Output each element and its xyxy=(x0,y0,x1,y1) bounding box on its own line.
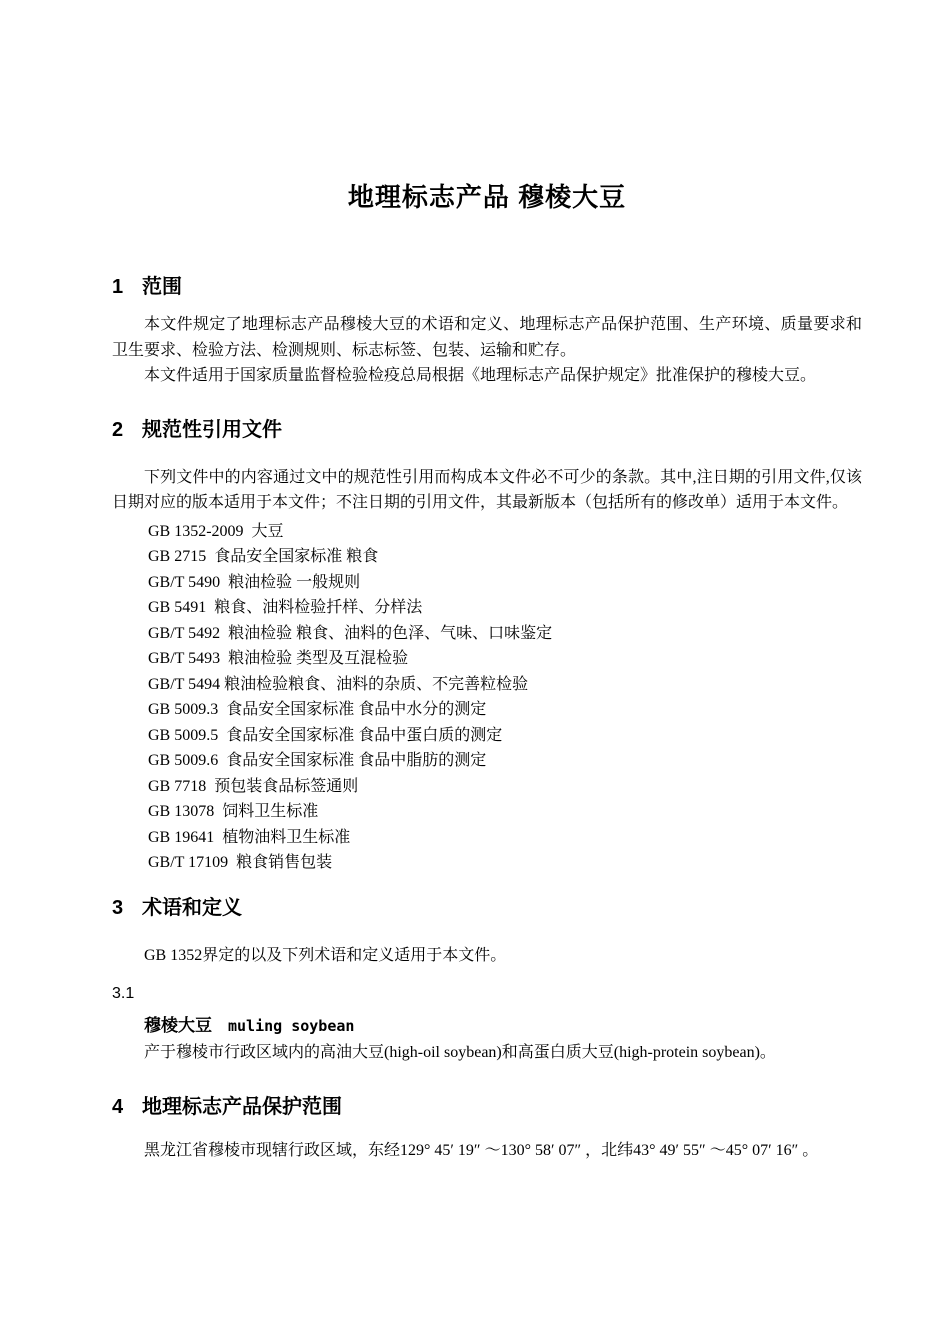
references-intro-paragraph: 下列文件中的内容通过文中的规范性引用而构成本文件必不可少的条款。其中,注日期的引用文件,仅该日期对应的版本适用于本文件；不注日期的引用文件，其最新版本（包括所有的修改单）适用于本文件。 xyxy=(112,468,862,511)
term-name-en: muling soybean xyxy=(228,1017,355,1035)
normative-references-list xyxy=(112,519,862,876)
reference-item: GB 5009.6 食品安全国家标准 食品中脂肪的测定 xyxy=(148,752,487,769)
terms-intro-paragraph: GB 1352界定的以及下列术语和定义适用于本文件。 xyxy=(144,946,507,964)
section-4-title: 地理标志产品保护范围 xyxy=(142,1096,342,1118)
term-definition: 产于穆棱市行政区域内的高油大豆(high-oil soybean)和高蛋白质大豆(high-protein soybean)。 xyxy=(144,1043,776,1061)
section-2-title: 规范性引用文件 xyxy=(142,418,282,441)
protection-scope-paragraph: 黑龙江省穆棱市现辖行政区域，东经129° 45′ 19″ ～130° 58′ 07″ ，北纬43° 49′ 55″ ～45° 07′ 16″ 。 xyxy=(144,1142,819,1159)
section-3-heading xyxy=(112,895,862,921)
section-3-number: 3 xyxy=(112,896,124,919)
document-title: 地理标志产品 穆棱大豆 xyxy=(347,182,627,212)
reference-item: GB 13078 饲料卫生标准 xyxy=(148,803,319,820)
section-2-number: 2 xyxy=(112,418,124,441)
scope-paragraph-2: 本文件适用于国家质量监督检验检疫总局根据《地理标志产品保护规定》批准保护的穆棱大豆。 xyxy=(144,367,817,384)
section-1-heading xyxy=(112,274,862,300)
reference-item: GB/T 5490 粮油检验 一般规则 xyxy=(148,573,361,591)
clause-number: 3.1 xyxy=(112,985,135,1002)
reference-item: GB/T 5492 粮油检验 粮食、油料的色泽、气味、口味鉴定 xyxy=(148,624,553,642)
reference-item: GB 5491 粮食、油料检验扦样、分样法 xyxy=(148,599,423,616)
term-line xyxy=(144,1013,862,1040)
section-4-heading xyxy=(112,1094,862,1120)
reference-item: GB 5009.3 食品安全国家标准 食品中水分的测定 xyxy=(148,701,487,718)
term-name-zh: 穆棱大豆 xyxy=(144,1016,212,1035)
reference-item: GB 19641 植物油料卫生标准 xyxy=(148,828,351,846)
reference-item: GB 5009.5 食品安全国家标准 食品中蛋白质的测定 xyxy=(148,726,503,744)
section-3-title: 术语和定义 xyxy=(142,896,242,919)
scope-paragraph-1: 本文件规定了地理标志产品穆棱大豆的术语和定义、地理标志产品保护范围、生产环境、质量要求和卫生要求、检验方法、检测规则、标志标签、包装、运输和贮存。 xyxy=(112,316,862,359)
reference-item: GB/T 17109 粮食销售包装 xyxy=(148,854,333,871)
reference-item: GB 1352-2009 大豆 xyxy=(148,522,284,540)
reference-item: GB 2715 食品安全国家标准 粮食 xyxy=(148,548,379,565)
reference-item: GB/T 5494 粮油检验粮食、油料的杂质、不完善粒检验 xyxy=(148,675,529,693)
section-4-number: 4 xyxy=(112,1096,124,1118)
section-2-heading xyxy=(112,417,862,443)
section-1-number: 1 xyxy=(112,276,124,298)
reference-item: GB/T 5493 粮油检验 类型及互混检验 xyxy=(148,650,409,667)
section-1-title: 范围 xyxy=(142,276,182,298)
reference-item: GB 7718 预包装食品标签通则 xyxy=(148,777,359,795)
